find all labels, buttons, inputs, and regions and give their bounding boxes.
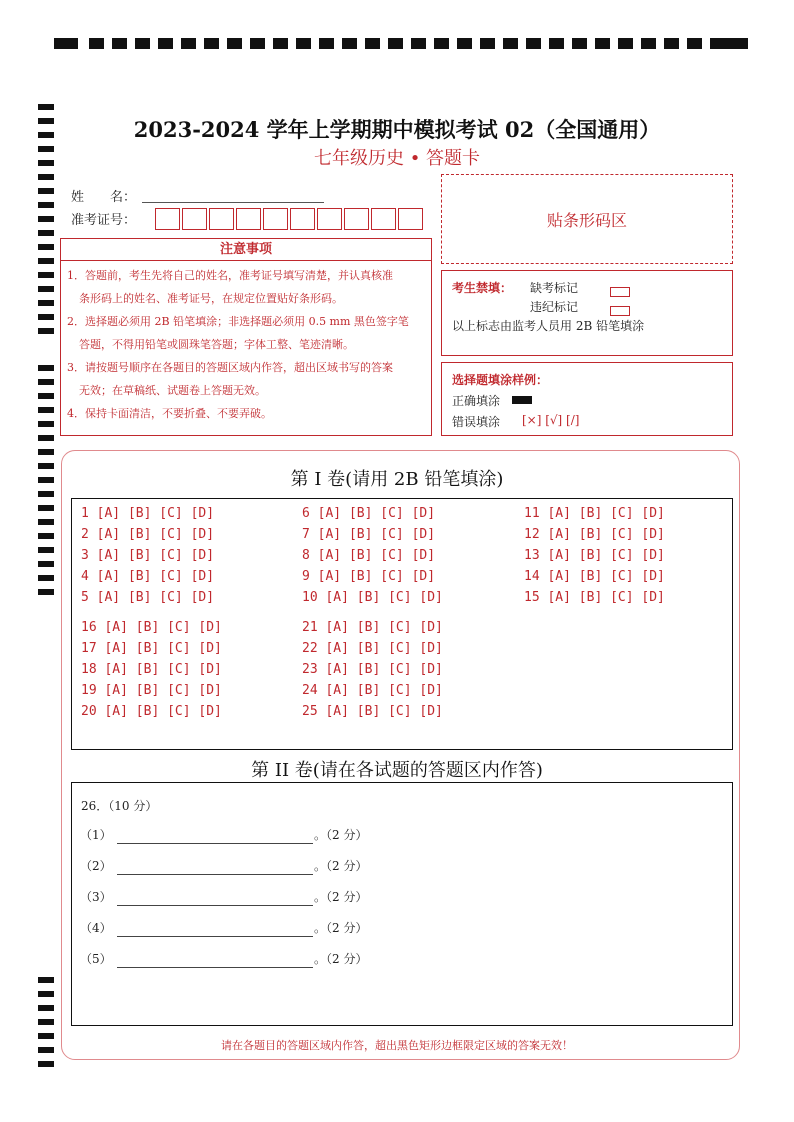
timing-mark xyxy=(38,547,54,553)
correct-fill-sample xyxy=(512,396,532,404)
choice-question[interactable]: 8 [A] [B] [C] [D] xyxy=(302,548,436,563)
choice-question[interactable]: 9 [A] [B] [C] [D] xyxy=(302,569,436,584)
answer-number: （2） xyxy=(80,859,112,873)
exam-no-cell[interactable] xyxy=(182,208,207,230)
notice-item: 无效；在草稿纸、试题卷上答题无效。 xyxy=(79,384,266,397)
choice-question[interactable]: 25 [A] [B] [C] [D] xyxy=(302,704,443,719)
exam-no-cell[interactable] xyxy=(398,208,423,230)
fill-sample-box xyxy=(441,362,733,436)
timing-mark xyxy=(250,38,265,49)
timing-mark xyxy=(204,38,219,49)
absent-mark-box[interactable] xyxy=(610,282,630,301)
timing-mark xyxy=(319,38,334,49)
timing-mark xyxy=(38,1019,54,1025)
timing-mark xyxy=(273,38,288,49)
timing-mark xyxy=(38,286,54,292)
timing-mark xyxy=(38,977,54,983)
fill-sample-heading: 选择题填涂样例： xyxy=(452,373,549,387)
forbidden-note: 以上标志由监考人员用 2B 铅笔填涂 xyxy=(452,319,645,333)
timing-mark xyxy=(38,435,54,441)
timing-mark xyxy=(135,38,150,49)
timing-mark xyxy=(434,38,449,49)
notice-item: 3．请按题号顺序在各题目的答题区域内作答，超出区域书写的答案 xyxy=(67,361,393,374)
choice-question[interactable]: 13 [A] [B] [C] [D] xyxy=(524,548,665,563)
timing-mark xyxy=(724,38,748,49)
timing-mark xyxy=(526,38,541,49)
wrong-fill-label: 错误填涂 xyxy=(452,415,501,429)
choice-question[interactable]: 3 [A] [B] [C] [D] xyxy=(81,548,215,563)
timing-mark xyxy=(227,38,242,49)
choice-question[interactable]: 22 [A] [B] [C] [D] xyxy=(302,641,443,656)
absent-mark-label: 缺考标记 xyxy=(530,281,579,295)
exam-no-cell[interactable] xyxy=(155,208,180,230)
forbidden-box xyxy=(441,270,733,356)
question-26-title: 26．（10 分） xyxy=(81,799,158,813)
timing-mark xyxy=(38,407,54,413)
answer-line[interactable] xyxy=(117,904,313,906)
timing-mark xyxy=(411,38,426,49)
choice-question[interactable]: 10 [A] [B] [C] [D] xyxy=(302,590,443,605)
timing-mark xyxy=(38,519,54,525)
choice-question[interactable]: 11 [A] [B] [C] [D] xyxy=(524,506,665,521)
timing-mark xyxy=(664,38,679,49)
choice-question[interactable]: 24 [A] [B] [C] [D] xyxy=(302,683,443,698)
timing-mark xyxy=(38,561,54,567)
notice-item: 答题，不得用铅笔或圆珠笔答题；字体工整、笔迹清晰。 xyxy=(79,338,354,351)
timing-mark xyxy=(38,244,54,250)
answer-points: 。（2 分） xyxy=(314,828,368,842)
choice-question[interactable]: 1 [A] [B] [C] [D] xyxy=(81,506,215,521)
barcode-area: 贴条形码区 xyxy=(441,174,733,264)
answer-points: 。（2 分） xyxy=(314,859,368,873)
answer-points: 。（2 分） xyxy=(314,921,368,935)
notice-item: 条形码上的姓名、准考证号，在规定位置贴好条形码。 xyxy=(79,292,343,305)
page-title: 2023-2024 学年上学期期中模拟考试 02（全国通用） xyxy=(133,117,661,142)
timing-mark xyxy=(38,379,54,385)
timing-mark xyxy=(38,230,54,236)
timing-mark xyxy=(38,1005,54,1011)
timing-mark xyxy=(38,300,54,306)
timing-mark xyxy=(388,38,403,49)
timing-mark xyxy=(38,365,54,371)
notice-item: 4．保持卡面清洁，不要折叠、不要弄破。 xyxy=(67,407,272,420)
timing-mark xyxy=(38,393,54,399)
choice-question[interactable]: 19 [A] [B] [C] [D] xyxy=(81,683,222,698)
violation-mark-label: 违纪标记 xyxy=(530,300,579,314)
part1-title: 第 I 卷(请用 2B 铅笔填涂) xyxy=(290,469,504,490)
exam-no-cell[interactable] xyxy=(290,208,315,230)
top-timing-marks xyxy=(54,38,748,50)
timing-mark xyxy=(595,38,610,49)
exam-no-boxes[interactable] xyxy=(155,208,425,230)
choice-question[interactable]: 4 [A] [B] [C] [D] xyxy=(81,569,215,584)
name-field[interactable] xyxy=(142,201,324,203)
exam-no-cell[interactable] xyxy=(263,208,288,230)
timing-mark xyxy=(38,1061,54,1067)
exam-no-label: 准考证号： xyxy=(71,213,137,228)
choice-question[interactable]: 23 [A] [B] [C] [D] xyxy=(302,662,443,677)
timing-mark xyxy=(38,449,54,455)
timing-mark xyxy=(549,38,564,49)
timing-mark xyxy=(38,272,54,278)
notice-heading: 注意事项 xyxy=(61,239,431,261)
timing-mark xyxy=(38,216,54,222)
wrong-fill-samples: [×] [√] [/] xyxy=(522,413,580,427)
timing-mark xyxy=(296,38,311,49)
choice-question[interactable]: 14 [A] [B] [C] [D] xyxy=(524,569,665,584)
answer-line[interactable] xyxy=(117,935,313,937)
exam-no-cell[interactable] xyxy=(317,208,342,230)
timing-mark xyxy=(158,38,173,49)
part2-title: 第 II 卷(请在各试题的答题区内作答) xyxy=(251,760,543,781)
choice-question[interactable]: 6 [A] [B] [C] [D] xyxy=(302,506,436,521)
timing-mark xyxy=(38,188,54,194)
timing-mark xyxy=(687,38,702,49)
timing-mark xyxy=(38,314,54,320)
timing-mark xyxy=(38,104,54,110)
choice-question[interactable]: 16 [A] [B] [C] [D] xyxy=(81,620,222,635)
notice-box xyxy=(60,238,432,436)
timing-mark xyxy=(54,38,78,49)
timing-mark xyxy=(38,491,54,497)
timing-mark xyxy=(618,38,633,49)
timing-mark xyxy=(38,991,54,997)
choice-question[interactable]: 5 [A] [B] [C] [D] xyxy=(81,590,215,605)
timing-mark xyxy=(38,589,54,595)
timing-mark xyxy=(365,38,380,49)
answer-number: （3） xyxy=(80,890,112,904)
answer-number: （4） xyxy=(80,921,112,935)
forbidden-label: 考生禁填： xyxy=(452,281,513,295)
choice-question[interactable]: 12 [A] [B] [C] [D] xyxy=(524,527,665,542)
exam-no-cell[interactable] xyxy=(344,208,369,230)
answer-points: 。（2 分） xyxy=(314,952,368,966)
page-subtitle: 七年级历史 • 答题卡 xyxy=(313,148,481,169)
timing-mark xyxy=(38,328,54,334)
timing-mark xyxy=(38,505,54,511)
timing-mark xyxy=(480,38,495,49)
timing-mark xyxy=(710,38,725,49)
exam-no-cell[interactable] xyxy=(209,208,234,230)
choice-question[interactable]: 20 [A] [B] [C] [D] xyxy=(81,704,222,719)
choice-question[interactable]: 15 [A] [B] [C] [D] xyxy=(524,590,665,605)
timing-mark xyxy=(38,575,54,581)
answer-number: （5） xyxy=(80,952,112,966)
timing-mark xyxy=(38,258,54,264)
timing-mark xyxy=(342,38,357,49)
choice-question[interactable]: 18 [A] [B] [C] [D] xyxy=(81,662,222,677)
choice-question[interactable]: 7 [A] [B] [C] [D] xyxy=(302,527,436,542)
answer-line[interactable] xyxy=(117,873,313,875)
name-label: 姓 名： xyxy=(71,190,137,205)
timing-mark xyxy=(38,421,54,427)
exam-no-cell[interactable] xyxy=(371,208,396,230)
notice-item: 2．选择题必须用 2B 铅笔填涂；非选择题必须用 0.5 mm 黑色签字笔 xyxy=(67,315,409,328)
choice-question[interactable]: 21 [A] [B] [C] [D] xyxy=(302,620,443,635)
timing-mark xyxy=(572,38,587,49)
choice-question[interactable]: 2 [A] [B] [C] [D] xyxy=(81,527,215,542)
footer-warning: 请在各题目的答题区域内作答，超出黑色矩形边框限定区域的答案无效！ xyxy=(221,1039,573,1052)
notice-item: 1．答题前，考生先将自己的姓名，准考证号填写清楚，并认真核准 xyxy=(67,269,393,282)
timing-mark xyxy=(89,38,104,49)
timing-mark xyxy=(38,533,54,539)
answer-line[interactable] xyxy=(117,842,313,844)
answer-number: （1） xyxy=(80,828,112,842)
correct-fill-label: 正确填涂 xyxy=(452,394,501,408)
timing-mark xyxy=(38,202,54,208)
choice-question[interactable]: 17 [A] [B] [C] [D] xyxy=(81,641,222,656)
timing-mark xyxy=(457,38,472,49)
answer-line[interactable] xyxy=(117,966,313,968)
timing-mark xyxy=(641,38,656,49)
timing-mark xyxy=(181,38,196,49)
exam-no-cell[interactable] xyxy=(236,208,261,230)
answer-points: 。（2 分） xyxy=(314,890,368,904)
timing-mark xyxy=(503,38,518,49)
timing-mark xyxy=(38,174,54,180)
timing-mark xyxy=(112,38,127,49)
